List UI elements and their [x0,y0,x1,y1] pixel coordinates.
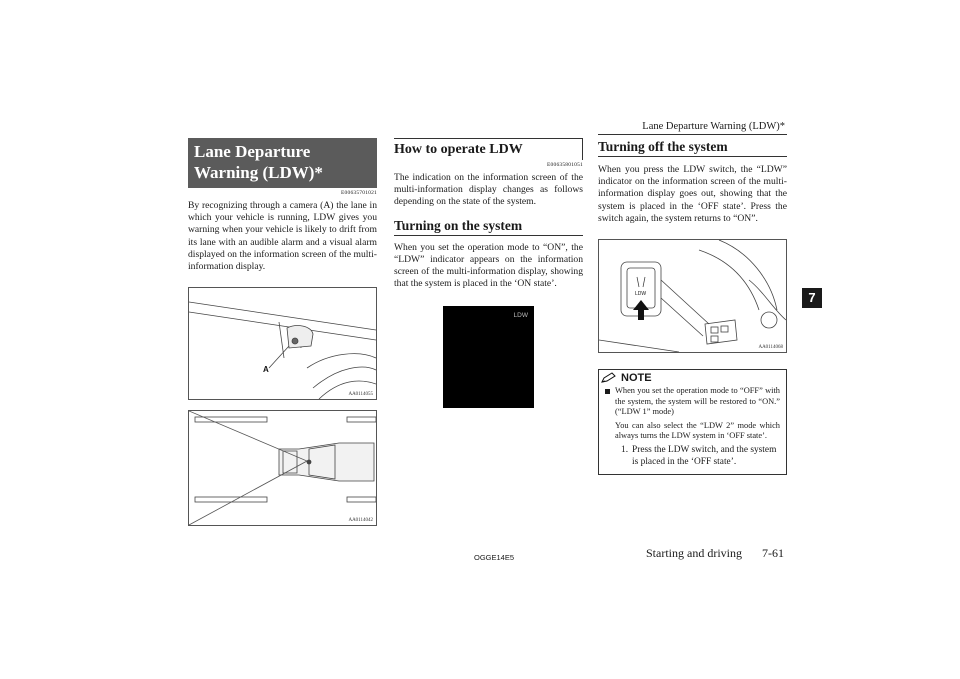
step-number: 1. [621,444,629,455]
pencil-icon [601,372,617,384]
ldw-indicator: LDW [513,312,528,320]
figure-id: AA0114068 [758,345,783,351]
running-header: Lane Departure Warning (LDW)* [642,121,785,132]
figure-id: AA0114042 [348,518,373,524]
column-3 [598,138,787,475]
step-text: Press the LDW switch, and the system is placed in the ‘OFF state’. [632,444,777,467]
turning-off-heading: Turning off the system [598,138,787,157]
note-item [605,386,780,468]
turning-on-paragraph: When you set the operation mode to “ON”, the “LDW” indicator appears on the information screen of the multi-information display, showing that the system is placed in the ‘ON state’. [394,241,583,290]
column-2 [394,138,583,408]
note-label: NOTE [621,372,652,385]
intro-paragraph: By recognizing through a camera (A) the lane in which your vehicle is running, LDW gives you warning when your vehicle is likely to drift from its lane with an audible alarm and a visual alarm displayed on the information screen of the multi-information display. [188,200,377,273]
section-code: E00635801051 [546,162,583,168]
section-title: Lane Departure Warning (LDW)* [188,138,377,188]
switch-illustration [599,240,786,352]
figure-id: AA0114055 [348,392,373,398]
display-screen [443,306,534,408]
label-a: A [263,365,269,375]
footer-page [644,546,784,561]
note-step [615,444,780,468]
section-code: E00635701021 [340,190,377,196]
camera-figure [188,287,377,400]
page-number: 7-61 [762,546,784,560]
switch-label: LDW [635,291,647,298]
bullet-icon [605,389,610,394]
chapter-tab: 7 [802,288,822,308]
footer-section: Starting and driving [646,546,742,560]
switch-figure [598,239,787,353]
lane-figure [188,410,377,526]
turning-on-heading: Turning on the system [394,217,583,236]
how-to-paragraph: The indication on the information screen of the multi-information display changes as follows depending on the state of the system. [394,172,583,208]
note-text-2: You can also select the “LDW 2” mode which always turns the LDW system in ‘OFF state’. [615,420,780,441]
how-to-heading: How to operate LDW [394,138,583,160]
note-text: When you set the operation mode to “OFF” with the system, the system will be restored to “ON.” (“LDW 1” mode) [615,386,780,417]
note-header [599,370,780,386]
turning-off-paragraph: When you press the LDW switch, the “LDW” indicator on the information screen of the multi-information display goes out, showing that the system is placed in the ‘OFF state’. Press the switch again, the system returns to “ON”. [598,164,787,224]
camera-illustration [189,288,376,399]
footer-code: OGGE14E5 [473,553,515,562]
column-1 [188,138,377,526]
lane-illustration [189,411,376,525]
header-rule [598,134,787,135]
note-box [598,369,787,475]
